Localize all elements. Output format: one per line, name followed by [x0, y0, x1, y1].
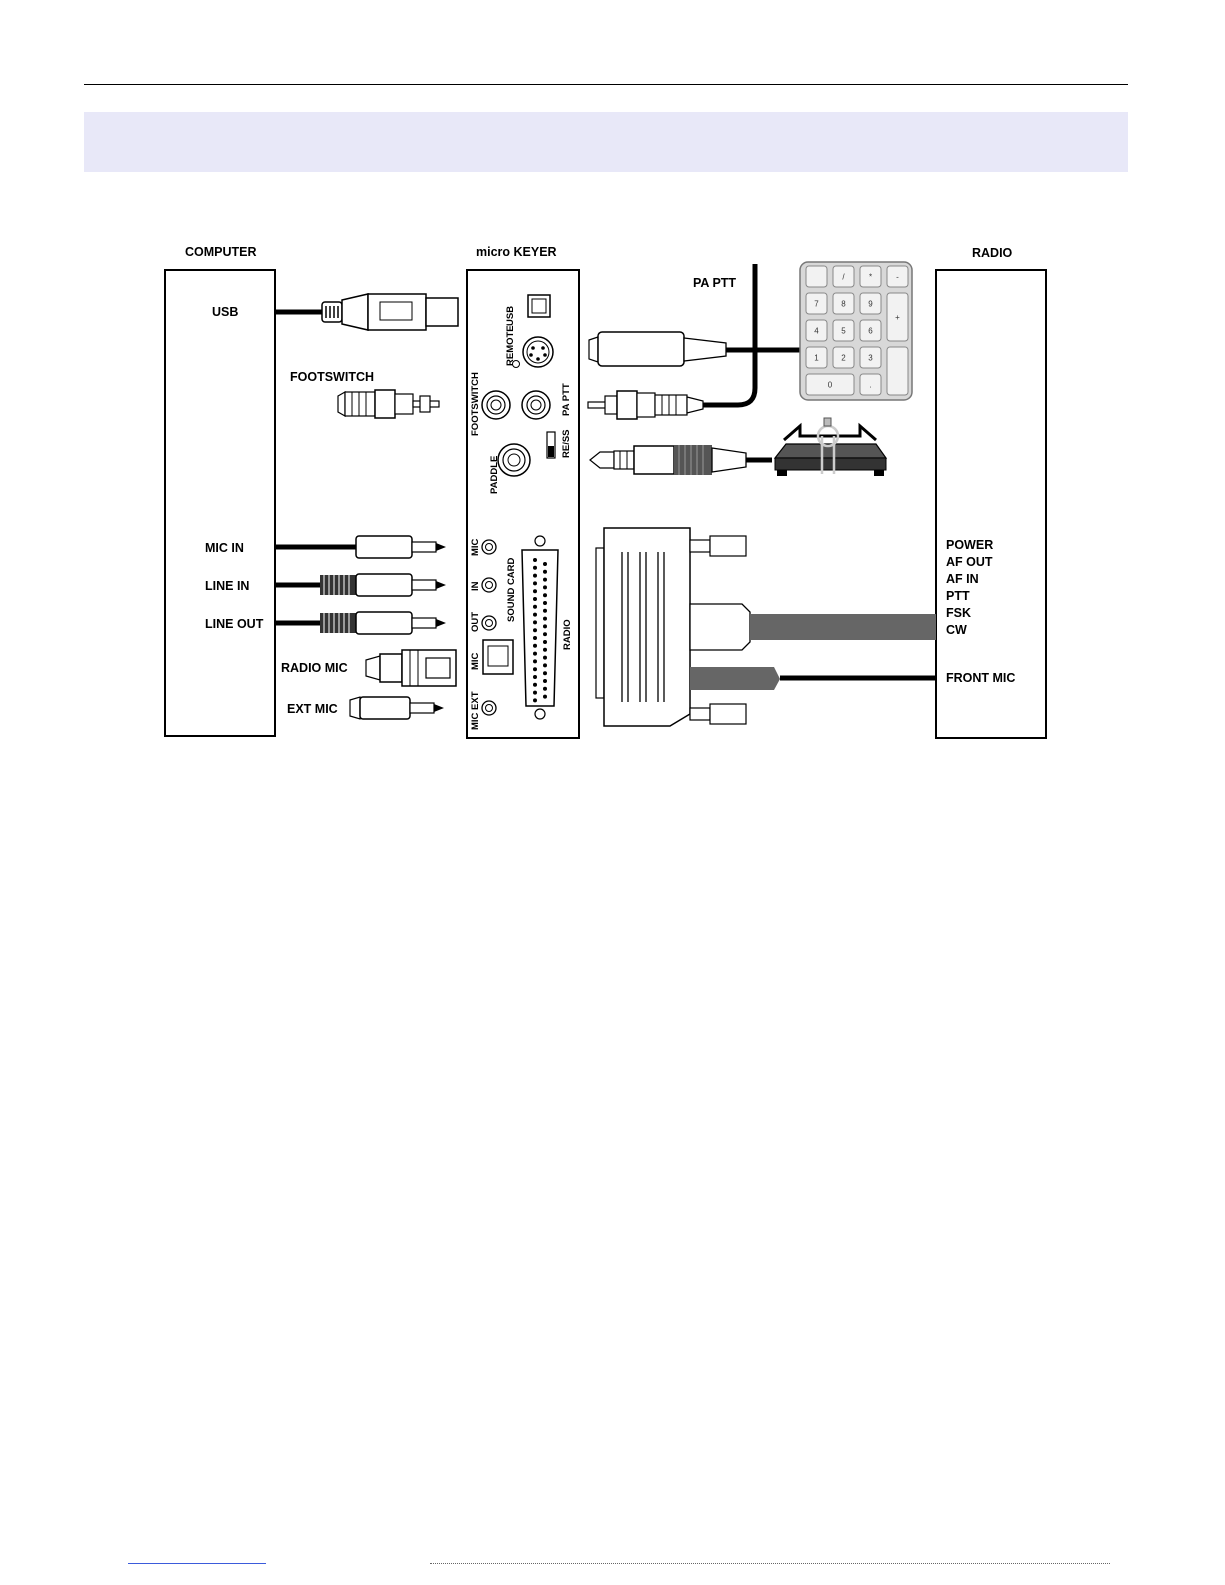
- keypad-key-label: 3: [868, 353, 873, 363]
- mic-in-plug-icon: [276, 536, 446, 558]
- radio-mic-label: RADIO MIC: [281, 661, 348, 675]
- computer-box: [165, 270, 275, 736]
- db-pin: [533, 581, 537, 585]
- db-pin: [543, 695, 547, 699]
- keypad-key-label: 6: [868, 326, 873, 336]
- keyer-remote-label: REMOTE: [505, 325, 516, 366]
- keyer-radio-label: RADIO: [562, 619, 573, 650]
- keypad-key-label: 9: [868, 299, 873, 309]
- db-pin: [533, 636, 537, 640]
- remote-din-socket-icon: [523, 337, 553, 367]
- db-pin: [533, 566, 537, 570]
- db-pin: [543, 687, 547, 691]
- db-pin: [533, 691, 537, 695]
- keypad-key-label: 0: [827, 380, 833, 390]
- db-pin: [533, 613, 537, 617]
- db-pin: [543, 617, 547, 621]
- db-pin: [533, 698, 537, 702]
- db-pin: [543, 570, 547, 574]
- db-pin: [543, 562, 547, 566]
- keypad-key-label: *: [868, 272, 873, 282]
- keypad-key: [806, 266, 827, 287]
- keypad-key-label: +: [895, 313, 900, 322]
- db-pin: [533, 667, 537, 671]
- keyer-out-label: OUT: [470, 611, 481, 632]
- keypad-key-label: 1: [814, 353, 819, 363]
- keyer-mic-label: MIC: [470, 538, 481, 556]
- pa-ptt-plug-icon: [588, 360, 755, 419]
- radio-mic-plug-icon: [366, 650, 456, 686]
- db-pin: [533, 589, 537, 593]
- db-pin: [533, 659, 537, 663]
- db-pin: [543, 624, 547, 628]
- footswitch-jack-icon: [482, 391, 510, 419]
- keyer-heading: micro KEYER: [476, 245, 557, 259]
- ext-mic-label: EXT MIC: [287, 702, 338, 716]
- db-pin: [543, 601, 547, 605]
- db-pin: [543, 663, 547, 667]
- db-pin: [543, 593, 547, 597]
- mic-in-label: MIC IN: [205, 541, 244, 555]
- computer-heading: COMPUTER: [185, 245, 257, 259]
- paddle-plug-icon: [590, 445, 772, 475]
- db-pin: [533, 605, 537, 609]
- line-in-label: LINE IN: [205, 579, 250, 593]
- radio-ptt-label: PTT: [946, 589, 970, 603]
- keypad-key-label: -: [896, 272, 899, 282]
- keypad-key-label: 4: [814, 326, 819, 336]
- footer-link-underline: [128, 1563, 266, 1564]
- radio-af-in-label: AF IN: [946, 572, 979, 586]
- keyer-in-label: IN: [470, 581, 481, 591]
- db-pin: [533, 620, 537, 624]
- db-pin: [543, 679, 547, 683]
- db-pin: [543, 609, 547, 613]
- radio-fsk-label: FSK: [946, 606, 971, 620]
- db37-radio-connector-icon: [522, 536, 558, 719]
- radio-af-out-label: AF OUT: [946, 555, 993, 569]
- db-pin: [543, 656, 547, 660]
- db-pin: [543, 578, 547, 582]
- keyer-footswitch-label: FOOTSWITCH: [470, 372, 481, 436]
- keypad-key-label: 8: [841, 299, 846, 309]
- keyer-usb-label: USB: [505, 305, 516, 326]
- db-pin: [543, 640, 547, 644]
- db37-cable-connector-icon: [596, 528, 936, 726]
- computer-usb-label: USB: [212, 305, 239, 319]
- keypad-key-label: 2: [841, 353, 846, 363]
- db-pin: [543, 585, 547, 589]
- keypad-key-label: 7: [814, 299, 819, 309]
- db-pin: [533, 628, 537, 632]
- radio-power-label: POWER: [946, 538, 994, 552]
- pa-ptt-jack-icon: [522, 391, 550, 419]
- keypad-key: [887, 347, 908, 395]
- paddle-key-icon: [775, 418, 886, 476]
- db-pin: [533, 574, 537, 578]
- keypad-key-label: .: [869, 380, 872, 390]
- keyer-sound-card-label: SOUND CARD: [506, 557, 517, 622]
- din-plug-icon: [589, 332, 800, 366]
- radio-cw-label: CW: [946, 623, 967, 637]
- line-out-label: LINE OUT: [205, 617, 264, 631]
- keyer-pa-ptt-label: PA PTT: [561, 383, 572, 416]
- line-in-plug-icon: [276, 574, 446, 596]
- radio-front-mic-label: FRONT MIC: [946, 671, 1016, 685]
- footswitch-plug-icon: [338, 390, 439, 418]
- db-pin: [533, 597, 537, 601]
- paddle-jack-icon: [498, 444, 530, 476]
- keyer-mic-rj-label: MIC: [470, 652, 481, 670]
- footswitch-label: FOOTSWITCH: [290, 370, 375, 384]
- db-pin: [533, 652, 537, 656]
- keypad-key-label: /: [842, 272, 845, 282]
- db-pin: [533, 644, 537, 648]
- db-pin: [533, 558, 537, 562]
- keypad-key-label: 5: [841, 326, 846, 336]
- keyer-re-ss-label: RE/SS: [561, 429, 572, 458]
- keyer-mic-ext-label: MIC EXT: [470, 691, 481, 730]
- radio-heading: RADIO: [972, 246, 1013, 260]
- keyer-paddle-label: PADDLE: [489, 455, 500, 494]
- line-out-plug-icon: [276, 612, 446, 634]
- footer-rule: [430, 1563, 1110, 1564]
- db-pin: [543, 671, 547, 675]
- pa-ptt-label: PA PTT: [693, 276, 737, 290]
- keypad-icon: [800, 262, 912, 400]
- db-pin: [543, 648, 547, 652]
- db-pin: [533, 683, 537, 687]
- db-pin: [543, 632, 547, 636]
- radio-box: [936, 270, 1046, 738]
- ext-mic-plug-icon: [350, 697, 444, 719]
- usb-cable-icon: [276, 294, 458, 330]
- db-pin: [533, 675, 537, 679]
